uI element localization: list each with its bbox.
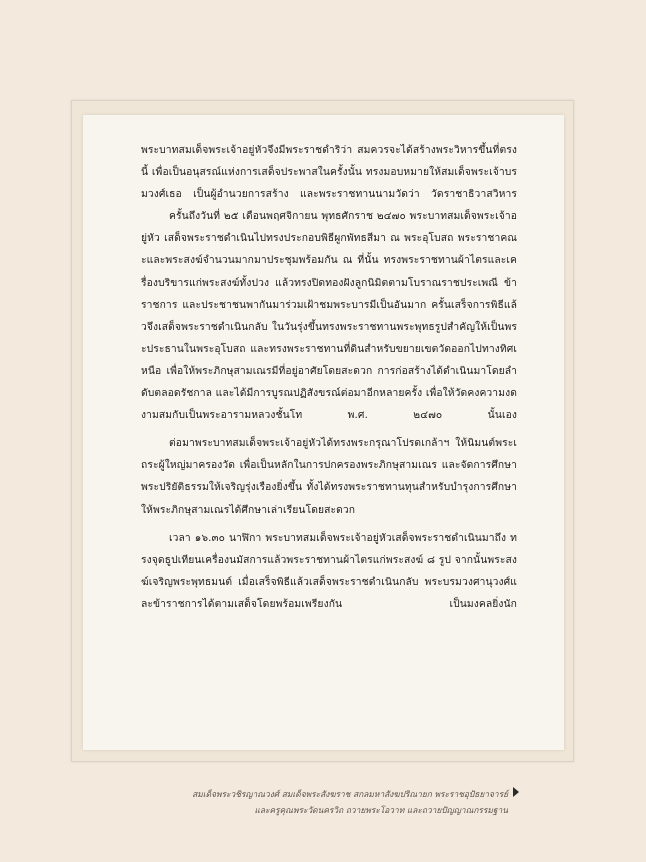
paragraph: ต่อมาพระบาทสมเด็จพระเจ้าอยู่หัวได้ทรงพระกรุณาโปรดเกล้าฯ ให้นิมนต์พระเถระผู้ใหญ่มาครองวัด เพื่อเป็นหลักในการปกครองพระภิกษุสามเณร และจัดการศึกษาพระปริยัติธรรมให้เจริญรุ่งเรืองยิ่งขึ้น ทั้งได้ทรงพระราชทานทุนสำหรับบำรุงการศึกษา ให้พระภิกษุสามเณรได้ศึกษาเล่าเรียนโดยสะดวก [141,437,517,516]
body-text [141,139,517,739]
paragraph: ครั้นถึงวันที่ ๒๕ เดือนพฤศจิกายน พุทธศักราช ๒๔๗๐ พระบาทสมเด็จพระเจ้าอยู่หัว เสด็จพระราชดำเนินไปทรงประกอบพิธีผูกพัทธสีมา ณ พระอุโบสถ พระราชาคณะและพระสงฆ์จำนวนมากมาประชุมพร้อมกัน ณ ที่นั้น ทรงพระราชทานผ้าไตรและเครื่องบริขารแก่พระสงฆ์ทั้งปวง แล้วทรงปิดทองฝังลูกนิมิตตามโบราณราชประเพณี ข้าราชการ และประชาชนพากันมาร่วมเฝ้าชมพระบารมีเป็นอันมาก ครั้นเสร็จการพิธีแล้วจึงเสด็จพระราชดำเนินกลับ ในวันรุ่งขึ้นทรงพระราชทานพระพุทธรูปสำคัญให้เป็นพระประธานในพระอุโบสถ และทรงพระราชทานที่ดินสำหรับขยายเขตวัดออกไปทางทิศเหนือ เพื่อให้พระภิกษุสามเณรมีที่อยู่อาศัยโดยสะดวก การก่อสร้างได้ดำเนินมาโดยลำดับตลอดรัชกาล และได้มีการบูรณปฏิสังขรณ์ต่อมาอีกหลายครั้ง เพื่อให้วัดคงความงดงามสมกับเป็นพระอารามหลวงชั้นโท พ.ศ. ๒๔๗๐ นั้นเอง [141,210,517,422]
play-right-icon[interactable] [513,787,519,797]
page-frame [71,100,574,762]
paragraph: พระบาทสมเด็จพระเจ้าอยู่หัวจึงมีพระราชดำริว่า สมควรจะได้สร้างพระวิหารขึ้นที่ตรงนี้ เพื่อเป็นอนุสรณ์แห่งการเสด็จประพาสในครั้งนั้น ทรงมอบหมายให้สมเด็จพระเจ้าบรมวงศ์เธอ เป็นผู้อำนวยการสร้าง และพระราชทานนามวัดว่า วัดราชาธิวาสวิหาร [141,144,517,201]
document-page [83,115,564,750]
caption-line: และครูคุณพระวัดนครวิถ ถวายพระโอวาท และถวายปัญญาณกรรมฐาน [254,805,508,815]
page-caption [192,786,508,818]
paragraph: เวลา ๑๖.๓๐ นาฬิกา พระบาทสมเด็จพระเจ้าอยู่หัวเสด็จพระราชดำเนินมาถึง ทรงจุดธูปเทียนเครื่องนมัสการแล้วพระราชทานผ้าไตรแก่พระสงฆ์ ๘ รูป จากนั้นพระสงฆ์เจริญพระพุทธมนต์ เมื่อเสร็จพิธีแล้วเสด็จพระราชดำเนินกลับ พระบรมวงศานุวงศ์และข้าราชการได้ตามเสด็จโดยพร้อมเพรียงกัน เป็นมงคลยิ่งนัก [141,531,517,610]
caption-line: สมเด็จพระวชิรญาณวงศ์ สมเด็จพระสังฆราช สกลมหาสังฆปริณายก พระราชอุปัธยาจารย์ [192,789,508,799]
